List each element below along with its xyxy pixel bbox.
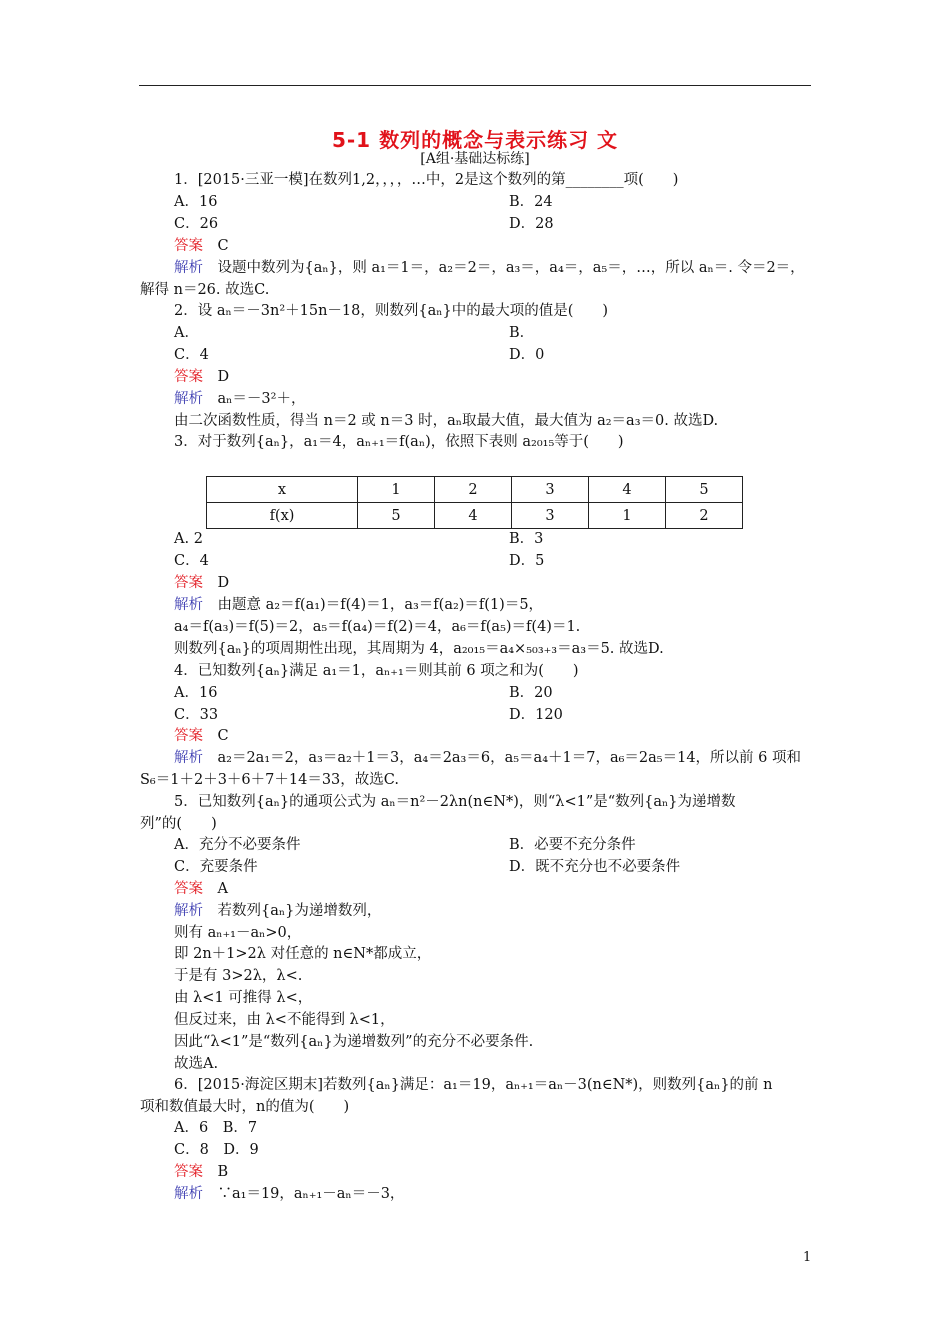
q3-analysis-cont: 则数列{aₙ}的项周期性出现，其周期为 4，a₂₀₁₅＝a₄×₅₀₃₊₃＝a₃＝5. 故选D. <box>174 641 664 657</box>
q4-option-b: B．20 <box>509 685 553 701</box>
question-5: 5．已知数列{aₙ}的通项公式为 aₙ＝n²－2λn(n∈N*)，则“λ<1”是“数列{aₙ}为递增数 <box>174 794 736 810</box>
q5-option-d: D．既不充分也不必要条件 <box>509 859 681 875</box>
q4-option-d: D．120 <box>509 707 563 723</box>
q2-option-d: D．0 <box>509 347 545 363</box>
q5-analysis-cont: 即 2n＋1>2λ 对任意的 n∈N*都成立， <box>174 946 432 962</box>
q2-analysis: 解析 aₙ＝－3²＋， <box>174 391 306 407</box>
q6-analysis: 解析 ∵a₁＝19，aₙ₊₁－aₙ＝－3， <box>174 1186 405 1202</box>
q4-analysis: 解析 a₂＝2a₁＝2，a₃＝a₂＋1＝3，a₄＝2a₃＝6，a₅＝a₄＋1＝7，a₆＝2a₅＝14，所以前 6 项和 <box>174 750 801 766</box>
q1-option-d: D．28 <box>509 216 554 232</box>
q5-option-b: B．必要不充分条件 <box>509 837 636 853</box>
q3-option-a: A. 2 <box>174 531 203 547</box>
question-4: 4．已知数列{aₙ}满足 a₁＝1，aₙ₊₁＝则其前 6 项之和为( ) <box>174 663 579 679</box>
q1-answer: 答案 C <box>174 238 229 254</box>
table-cell: x <box>207 477 358 503</box>
q3-answer: 答案 D <box>174 575 230 591</box>
q2-analysis-cont: 由二次函数性质，得当 n＝2 或 n＝3 时，aₙ取最大值，最大值为 a₂＝a₃＝0. 故选D. <box>174 413 719 429</box>
q4-option-a: A．16 <box>174 685 218 701</box>
mapping-table <box>206 476 743 529</box>
q3-analysis-cont: a₄＝f(a₃)＝f(5)＝2，a₅＝f(a₄)＝f(2)＝4，a₆＝f(a₅)＝f(4)＝1. <box>174 619 581 635</box>
q5-analysis-cont: 则有 aₙ₊₁－aₙ>0， <box>174 925 302 941</box>
analysis-label: 解析 <box>174 391 203 407</box>
table-cell: 5 <box>666 477 743 503</box>
header-rule <box>139 85 811 86</box>
q6-options-cd: C．8 D．9 <box>174 1142 259 1158</box>
q3-option-c: C．4 <box>174 553 209 569</box>
answer-label: 答案 <box>174 575 203 591</box>
q5-option-c: C．充要条件 <box>174 859 258 875</box>
q5-analysis-cont: 因此“λ<1”是“数列{aₙ}为递增数列”的充分不必要条件. <box>174 1034 534 1050</box>
answer-label: 答案 <box>174 881 203 897</box>
q4-option-c: C．33 <box>174 707 219 723</box>
table-cell: 4 <box>435 503 512 529</box>
question-6: 6．[2015·海淀区期末]若数列{aₙ}满足：a₁＝19，aₙ₊₁＝aₙ－3(n∈N*)，则数列{aₙ}的前 n <box>174 1077 773 1093</box>
q2-option-c: C．4 <box>174 347 209 363</box>
q5-analysis: 解析 若数列{aₙ}为递增数列， <box>174 903 382 919</box>
section-subtitle: [A组·基础达标练] <box>420 151 530 167</box>
table-cell: 5 <box>358 503 435 529</box>
q6-options-ab: A．6 B．7 <box>174 1120 258 1136</box>
q1-analysis-cont: 解得 n＝26. 故选C. <box>140 282 270 298</box>
q5-answer: 答案 A <box>174 881 228 897</box>
question-3: 3．对于数列{aₙ}，a₁＝4，aₙ₊₁＝f(aₙ)，依照下表则 a₂₀₁₅等于( ) <box>174 434 624 450</box>
q2-option-b: B． <box>509 325 535 341</box>
answer-label: 答案 <box>174 1164 203 1180</box>
answer-label: 答案 <box>174 369 203 385</box>
table-cell: 3 <box>512 503 589 529</box>
q3-analysis: 解析 由题意 a₂＝f(a₁)＝f(4)＝1，a₃＝f(a₂)＝f(1)＝5， <box>174 597 544 613</box>
q1-analysis: 解析 设题中数列为{aₙ}，则 a₁＝1＝，a₂＝2＝，a₃＝，a₄＝，a₅＝，…，所以 aₙ＝. 令＝2＝， <box>174 260 805 276</box>
page-title: 5-1 数列的概念与表示练习 文 <box>331 128 619 152</box>
q1-option-c: C．26 <box>174 216 219 232</box>
table-cell: 2 <box>435 477 512 503</box>
q3-option-d: D．5 <box>509 553 545 569</box>
table-cell: 3 <box>512 477 589 503</box>
analysis-label: 解析 <box>174 750 203 766</box>
table-cell: f(x) <box>207 503 358 529</box>
analysis-label: 解析 <box>174 903 203 919</box>
q5-option-a: A．充分不必要条件 <box>174 837 301 853</box>
q5-analysis-cont: 由 λ<1 可推得 λ<， <box>174 990 313 1006</box>
answer-label: 答案 <box>174 238 203 254</box>
q4-answer: 答案 C <box>174 728 229 744</box>
q1-option-b: B．24 <box>509 194 553 210</box>
table-row <box>207 503 743 529</box>
analysis-label: 解析 <box>174 597 203 613</box>
page-number: 1 <box>803 1250 812 1265</box>
q1-option-a: A．16 <box>174 194 218 210</box>
q6-answer: 答案 B <box>174 1164 229 1180</box>
question-6-cont: 项和数值最大时，n的值为( ) <box>140 1099 350 1115</box>
question-2: 2．设 aₙ＝－3n²＋15n－18，则数列{aₙ}中的最大项的值是( ) <box>174 303 609 319</box>
q5-analysis-cont: 故选A. <box>174 1056 219 1072</box>
analysis-label: 解析 <box>174 260 203 276</box>
answer-label: 答案 <box>174 728 203 744</box>
q3-option-b: B．3 <box>509 531 544 547</box>
question-5-cont: 列”的( ) <box>140 816 217 832</box>
table-cell: 4 <box>589 477 666 503</box>
q4-analysis-cont: S₆＝1＋2＋3＋6＋7＋14＝33，故选C. <box>140 772 399 788</box>
q2-option-a: A． <box>174 325 199 341</box>
table-cell: 1 <box>589 503 666 529</box>
q2-answer: 答案 D <box>174 369 230 385</box>
q5-analysis-cont: 于是有 3>2λ，λ<. <box>174 968 303 984</box>
table-cell: 1 <box>358 477 435 503</box>
analysis-label: 解析 <box>174 1186 203 1202</box>
q5-analysis-cont: 但反过来，由 λ<不能得到 λ<1， <box>174 1012 395 1028</box>
table-row <box>207 477 743 503</box>
table-cell: 2 <box>666 503 743 529</box>
question-1: 1．[2015·三亚一模]在数列1,2，，，，…中，2是这个数列的第________项( ) <box>174 172 679 188</box>
